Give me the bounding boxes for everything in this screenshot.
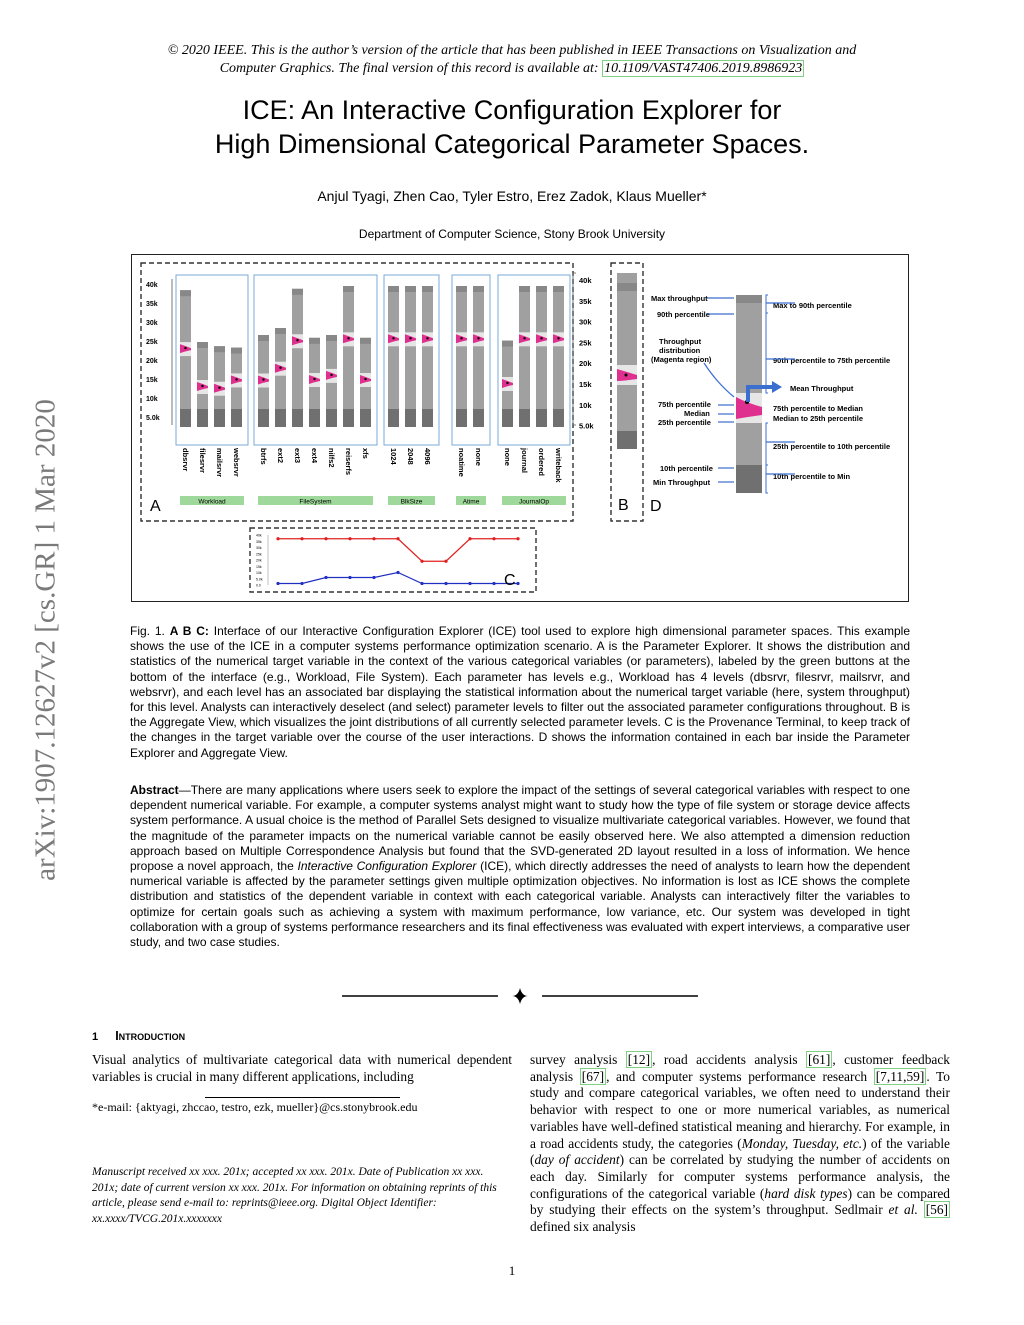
level-label: 1024 [389,448,398,465]
legend-mean: Mean Throughput [790,384,854,393]
level-bar-bottom [258,409,269,427]
panel-label-a: A [150,498,161,515]
panel-a-tick-label: 25k [146,339,158,346]
panel-label-c: C [504,572,516,589]
level-bar-bottom [326,409,337,427]
level-bar-body [553,286,564,427]
level-bar-top [343,286,354,292]
level-bar-xfs[interactable] [360,338,371,459]
level-bar-4096[interactable] [422,286,433,465]
parameter-atime [452,275,490,506]
abstract-text-2: (ICE), which directly addresses the need of analysts to learn how the dependent numerical variable is affected by the parameter settings given multiple optimization objectives. No information is lost as ICE shows the complete distribution and statistics of the dependent variable in context with each categorical variable. Analysts can interactively filter the variables to optimize for certain goals such as achieving a system with maximum performance, low variance, etc. Our system was developed in tight collaboration with a group of systems performance researchers and its final effectiveness was evaluated with expert interviews, a comparative user study, and two case studies. [130,859,911,950]
level-bar-bottom [214,409,225,427]
level-label: ordered [537,448,546,476]
provenance-tick-label: 0.0 [256,583,261,588]
level-bar-ext3[interactable] [292,289,303,463]
provenance-terminal [256,534,520,588]
section-number: 1 [92,1031,99,1043]
parameter-workload [176,275,248,506]
level-bar-2048[interactable] [405,286,416,465]
provenance-tick-label: 10k [256,571,262,575]
legend-p25: 25th percentile [658,418,711,427]
level-bar-none[interactable] [473,286,484,466]
caption-label: Fig. 1. [130,624,165,638]
level-bar-body [405,286,416,427]
level-label: btrfs [259,448,268,465]
level-bar-filesrvr[interactable] [197,342,208,473]
panel-b-tick-label: 5.0k [579,421,594,431]
panel-a-tick-label: 40k [146,282,158,289]
parameter-button-blksize[interactable] [388,496,435,506]
level-bar-body [422,286,433,427]
level-bar-mean [557,337,559,339]
level-label: mailsrvr [215,448,224,478]
level-bar-mean [523,337,525,339]
panel-b-tick-label: 40k [579,276,592,285]
provenance-point[interactable] [300,582,303,585]
panel-b-tick-label: 25k [579,338,592,348]
provenance-point[interactable] [468,582,471,585]
legend-dist-2: distribution [659,346,701,355]
level-bar-ext2[interactable] [275,328,286,463]
level-bar-1024[interactable] [388,286,399,466]
legend-p75: 75th percentile [658,400,711,409]
aggregate-bar-mean [625,374,628,377]
title-line-2: High Dimensional Categorical Parameter Spaces. [214,129,810,159]
section-heading [92,1029,185,1043]
level-label: reiserfs [344,448,353,476]
divider-star-icon [512,988,528,1004]
provenance-point[interactable] [420,582,423,585]
parameter-button-filesystem[interactable] [258,496,373,506]
level-bar-bottom [456,409,467,427]
level-bar-top [360,338,371,344]
footnote: *e-mail: {aktyagi, zhccao, testro, ezk, mueller}@cs.stonybrook.edu [92,1100,418,1114]
rc-text-5: . To study and compare categorical variables, we often need to understand their behavior with respect to one or more numerical variables, as numerical variables have well-defined statistical meaning and hierarchy. For example, in a road accidents study, the categories ( [530,1068,950,1151]
level-bar-none[interactable] [502,341,513,466]
provenance-line-min [278,573,518,584]
aggregate-bar[interactable] [617,273,637,449]
level-label: filesrvr [198,448,207,474]
level-bar-top [197,342,208,348]
level-bar-bottom [422,409,433,427]
level-bar-reiserfs[interactable] [343,286,354,475]
panel-a-y-axis [146,279,172,425]
legend-25-to-10: 25th percentile to 10th percentile [773,442,891,451]
level-bar-top [326,335,337,341]
level-bar-nilfs2[interactable] [326,335,337,468]
level-bar-mean [235,378,237,380]
mean-arrow-head [772,381,782,393]
parameter-button-label: Workload [198,498,226,506]
provenance-tick-label: 5.0k [256,577,263,582]
citation-61[interactable]: [61] [808,1052,831,1067]
provenance-point[interactable] [444,582,447,585]
level-bar-mean [426,337,428,339]
panel-b-tick-label: 35k [579,296,592,306]
panel-b-tick-label: 20k [579,359,592,369]
title-line-1: ICE: An Interactive Configuration Explorer for [242,95,782,125]
aggregate-bar-body [617,273,637,449]
level-bar-top [231,348,242,354]
level-bar-mean [392,337,394,339]
legend-dist-3: (Magenta region) [651,355,712,364]
figure-1-svg [132,255,908,601]
level-label: 2048 [406,448,415,465]
provenance-point[interactable] [324,576,327,579]
level-label: nilfs2 [327,448,336,468]
legend-p10: 10th percentile [660,464,713,473]
level-bar-dbsrvr[interactable] [180,290,191,471]
legend-min-throughput: Min Throughput [653,478,711,487]
citation-7-11-59[interactable]: [7,11,59] [875,1068,925,1084]
rc-italic-2: day of accident [534,1152,620,1168]
legend-median: Median [684,409,710,418]
rc-text-9 [918,1202,924,1217]
provenance-line-max [278,539,518,562]
copyright-line-2-text: Computer Graphics. The final version of this record is available at: [219,61,603,76]
level-label: websrvr [232,448,241,477]
legend-median-to-25: Median to 25th percentile [773,414,864,423]
panel-a-tick-label: 35k [146,301,158,308]
aggregate-bar-top [617,283,637,291]
level-bar-top [456,286,467,292]
provenance-point[interactable] [420,560,423,563]
level-bar-bottom [473,409,484,427]
provenance-point[interactable] [348,576,351,579]
panel-label-d: D [650,498,662,515]
level-label: none [503,448,512,466]
level-bar-top [258,335,269,341]
level-bar-top [553,286,564,292]
provenance-point[interactable] [396,571,399,574]
level-bar-bottom [360,409,371,427]
level-bar-top [422,286,433,292]
provenance-tick-label: 15k [256,564,262,569]
figure-1 [131,254,909,602]
copyright-line-2 [0,60,1024,78]
affiliation: Department of Computer Science, Stony Brook University [358,227,666,241]
rc-italic-1: Monday, Tuesday, etc. [741,1135,863,1151]
parameter-button-workload[interactable] [180,496,244,506]
level-label: ext4 [310,448,319,464]
panel-a-tick-label: 20k [146,358,158,365]
level-label: ext3 [293,448,302,464]
level-bar-body [519,286,530,427]
provenance-tick-label: 25k [256,552,262,557]
provenance-point[interactable] [492,537,495,540]
level-bar-bottom [231,409,242,427]
provenance-point[interactable] [324,537,327,540]
rc-text-6: ) of the variable ( [530,1135,951,1168]
level-bar-bottom [553,409,564,427]
provenance-point[interactable] [300,537,303,540]
level-bar-top [214,346,225,352]
level-bar-websrvr[interactable] [231,348,242,477]
parameter-filesystem [254,275,377,506]
level-bar-mailsrvr[interactable] [214,346,225,477]
left-column-text: Visual analytics of multivariate categorical data with numerical dependent variables is crucial in many different applications, including [92,1052,512,1084]
level-bar-mean [364,378,366,380]
level-bar-noatime[interactable] [456,286,467,477]
level-bar-top [388,286,399,292]
level-bar-top [519,286,530,292]
rc-text-1: survey analysis [530,1052,626,1067]
parameter-button-label: Atime [462,498,480,506]
citation-12[interactable]: [12] [627,1052,651,1067]
level-bar-top [473,286,484,292]
level-bar-top [405,286,416,292]
level-bar-bottom [502,409,513,427]
level-bar-body [180,290,191,427]
level-bar-bottom [197,409,208,427]
parameter-blksize [384,275,439,506]
rc-text-8: ) can be compared by studying their effects on the system’s throughput. Sedlmair [530,1185,950,1218]
provenance-point[interactable] [276,537,279,540]
provenance-series-min [276,571,519,585]
panel-a-tick-label: 15k [146,377,158,384]
parameter-button-atime[interactable] [456,496,486,506]
provenance-point[interactable] [516,537,519,540]
provenance-tick-label: 40k [256,533,262,538]
parameter-explorer [176,275,570,506]
level-label: ext2 [276,448,285,464]
rc-text-2: , road accidents analysis [652,1052,807,1067]
section-title: Introduction [115,1029,186,1043]
level-bar-body [456,286,467,427]
level-label: 4096 [423,448,432,465]
rc-italic-4: et al. [888,1202,918,1218]
legend-10-to-min: 10th percentile to Min [773,472,851,481]
provenance-point[interactable] [468,537,471,540]
abstract-italic: Interactive Configuration Explorer [297,859,477,874]
provenance-point[interactable] [444,560,447,563]
level-bar-ordered[interactable] [536,286,547,476]
level-bar-mean [262,378,264,380]
provenance-tick-label: 30k [256,546,262,550]
rc-text-10: defined six analysis [530,1219,636,1235]
arxiv-identifier: arXiv:1907.12627v2 [cs.GR] 1 Mar 2020 [29,399,62,881]
aggregate-bar-bottom [617,431,637,449]
level-bar-top [536,286,547,292]
footnote-rule [205,1097,400,1098]
level-bar-bottom [343,409,354,427]
level-bar-mean [409,337,411,339]
level-bar-bottom [519,409,530,427]
parameter-journalop [498,275,570,506]
caption-bold: A B C: [169,624,209,638]
level-bar-top [292,289,303,295]
level-bar-mean [506,382,508,384]
level-bar-mean [279,367,281,369]
panel-b-tick-label: 15k [579,380,592,389]
level-bar-mean [330,374,332,376]
panel-label-b: B [618,497,629,514]
legend-bar-bottom [736,465,762,493]
panel-a-tick-label: 30k [146,320,158,327]
provenance-tick-label: 35k [256,539,262,544]
level-bar-bottom [405,409,416,427]
provenance-point[interactable] [372,537,375,540]
citation-56[interactable]: [56] [925,1202,948,1218]
level-bar-body [536,286,547,427]
abstract [130,783,910,950]
level-bar-mean [347,337,349,339]
level-bar-bottom [536,409,547,427]
provenance-point[interactable] [348,537,351,540]
level-bar-mean [201,385,203,387]
provenance-point[interactable] [276,582,279,585]
level-bar-top [502,341,513,347]
rc-text-4: , and computer systems performance research [606,1068,874,1084]
level-label: noatime [457,448,466,477]
level-bar-mean [218,387,220,389]
provenance-point[interactable] [492,582,495,585]
level-bar-mean [540,337,542,339]
provenance-tick-label: 20k [256,558,262,563]
copyright-line-1: © 2020 IEEE. This is the author’s version of the article that has been published in IEEE Transactions on Visualization and [167,43,857,58]
abstract-text-1: —There are many applications where users seek to explore the impact of the settings of several categorical variables with respect to one dependent numerical variable. For example, a computer systems analyst might want to study how the type of file system or storage device affects system performance. A usual choice is the method of Parallel Sets designed to visualize multivariate categorical variables. However, we found that the magnitude of the parameter impacts on the numerical variable cannot be easily observed here. We also attempted a dimension reduction approach based on Multiple Correspondence Analysis but found that the SVD-generated 2D layout resulted in a loss of information. We hence propose a novel approach, the [130,783,910,874]
right-column-text [530,1052,950,1236]
legend-bar-top [736,295,762,303]
level-bar-top [309,338,320,344]
legend-brackets [766,295,768,493]
level-bar-body [292,289,303,427]
level-bar-mean [460,337,462,339]
legend-90-to-75: 90th percentile to 75th percentile [773,356,891,365]
level-bar-mean [184,347,186,349]
provenance-point[interactable] [396,537,399,540]
panel-a-tick-label: 10k [146,396,158,403]
rc-text-3: , customer feedback analysis [530,1052,950,1084]
level-bar-bottom [388,409,399,427]
legend-75-to-median: 75th percentile to Median [773,404,864,413]
provenance-point[interactable] [516,582,519,585]
panel-a-tick-label: 5.0k [146,415,160,422]
parameter-button-journalop[interactable] [502,496,566,506]
level-bar-body [473,286,484,427]
level-bar-mean [313,378,315,380]
manuscript-info: Manuscript received xx xxx. 201x; accepted xx xxx. 201x. Date of Publication xx xxx. 201x; date of current version xx xxx. 201x. For information on obtaining reprints of this article, please send e-mail to: reprints@ieee.org. Digital Object Identifier: xx.xxxx/TVCG.201x.xxxxxxx [92,1166,497,1225]
level-label: none [474,448,483,466]
level-bar-bottom [275,409,286,427]
provenance-series-max [276,537,519,563]
level-bar-bottom [180,409,191,427]
legend-p90: 90th percentile [657,310,710,319]
doi-link[interactable]: 10.1109/VAST47406.2019.8986923 [604,61,803,76]
level-bar-mean [477,337,479,339]
level-bar-bottom [309,409,320,427]
level-bar-mean [296,339,298,341]
citation-67[interactable]: [67] [581,1068,605,1084]
level-label: dbsrvr [181,448,190,472]
parameter-button-label: BlkSize [400,498,423,506]
abstract-label: Abstract [130,783,179,797]
level-bar-top [180,290,191,296]
level-bar-body [343,286,354,427]
panel-b-tick-label: 30k [579,317,592,327]
level-label: xfs [361,448,370,459]
level-bar-writeback[interactable] [553,286,564,483]
level-label: writeback [554,448,563,483]
bar-legend [651,294,890,493]
panel-b-tick-label: 10k [579,400,592,410]
level-bar-top [275,328,286,334]
level-bar-bottom [292,409,303,427]
authors: Anjul Tyagi, Zhen Cao, Tyler Estro, Erez Zadok, Klaus Mueller* [317,188,707,204]
legend-dist-1: Throughput [659,337,702,346]
provenance-point[interactable] [372,576,375,579]
caption-text: Interface of our Interactive Configuration Explorer (ICE) tool used to explore high dimensional parameter spaces. This example shows the use of the ICE in a computer systems performance optimization scenario. A is the Parameter Explorer. It shows the distribution and statistics of the numerical target variable in the context of the various categorical variables (or parameters), labeled by the green buttons at the bottom of the interface (e.g., Workload, File System). Each parameter has levels e.g., Workload has 4 levels (dbsrvr, filesrvr, mailsrvr, and websrvr), and each level has an associated bar displaying the statistical information about the numerical target variable (here, system throughput) for this level. Analysts can interactively deselect (and select) parameter levels to filter out the associated parameter configurations throughout. B is the Aggregate View, which visualizes the joint distributions of all currently selected parameter levels. C is the Provenance Terminal, to keep track of the changes in the target variable over the course of the user interactions. D shows the information contained in each bar inside the Parameter Explorer and Aggregate View. [130,624,910,760]
section-divider [342,986,698,1006]
figure-caption [130,624,910,761]
rc-italic-3: hard disk types [764,1185,848,1201]
level-label: journal [520,448,529,474]
parameter-button-label: FileSystem [299,498,332,506]
legend-max-to-90: Max to 90th percentile [773,301,852,310]
legend-max-throughput: Max throughput [651,294,708,303]
parameter-button-label: JournalOp [519,498,549,506]
level-bar-body [388,286,399,427]
page-number: 1 [508,1263,516,1278]
paper-title [0,93,1024,161]
panel-b-y-axis [573,273,594,431]
rc-text-7: ) can be correlated by studying the number of accidents on each day. Similarly for computer systems performance analysis, the configurations of the categorical variable ( [530,1152,950,1201]
copyright-notice [0,42,1024,78]
